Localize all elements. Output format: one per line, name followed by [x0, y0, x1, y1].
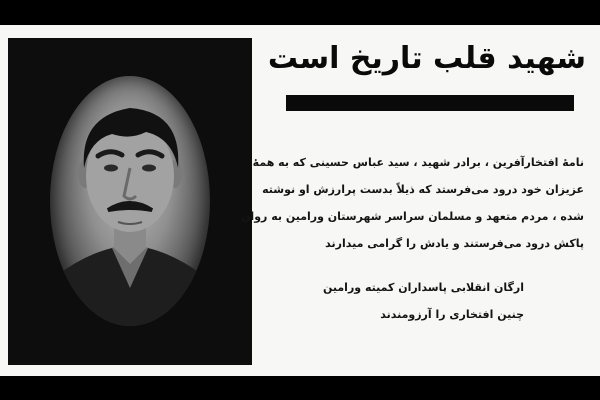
body-line-1: نامهٔ افتخارآفرین ، برادر شهید ، سید عباس حسینی که به همهٔ — [252, 156, 584, 169]
portrait-photo-panel — [8, 38, 252, 365]
portrait-photo — [50, 76, 210, 326]
body-line-4: پاکش درود می‌فرستند و یادش را گرامی میدارند — [325, 237, 584, 250]
headline-underline-bar — [286, 95, 574, 111]
article-body — [241, 149, 584, 257]
headline: شهید قلب تاریخ است — [267, 41, 586, 76]
body-line-2: عزیزان خود درود می‌فرستد که ذیلاً بدست پرارزش او نوشته — [262, 183, 584, 196]
newspaper-clipping — [0, 25, 600, 376]
article-signature — [264, 274, 524, 328]
signature-line-1: ارگان انقلابی پاسداران کمیته ورامین — [322, 281, 524, 294]
signature-line-2: چنین افتخاری را آرزومندند — [380, 308, 524, 321]
article-text-area — [241, 25, 592, 376]
body-line-3: شده ، مردم متعهد و مسلمان سراسر شهرستان ورامین به روان — [241, 210, 584, 223]
portrait-illustration — [50, 76, 210, 326]
